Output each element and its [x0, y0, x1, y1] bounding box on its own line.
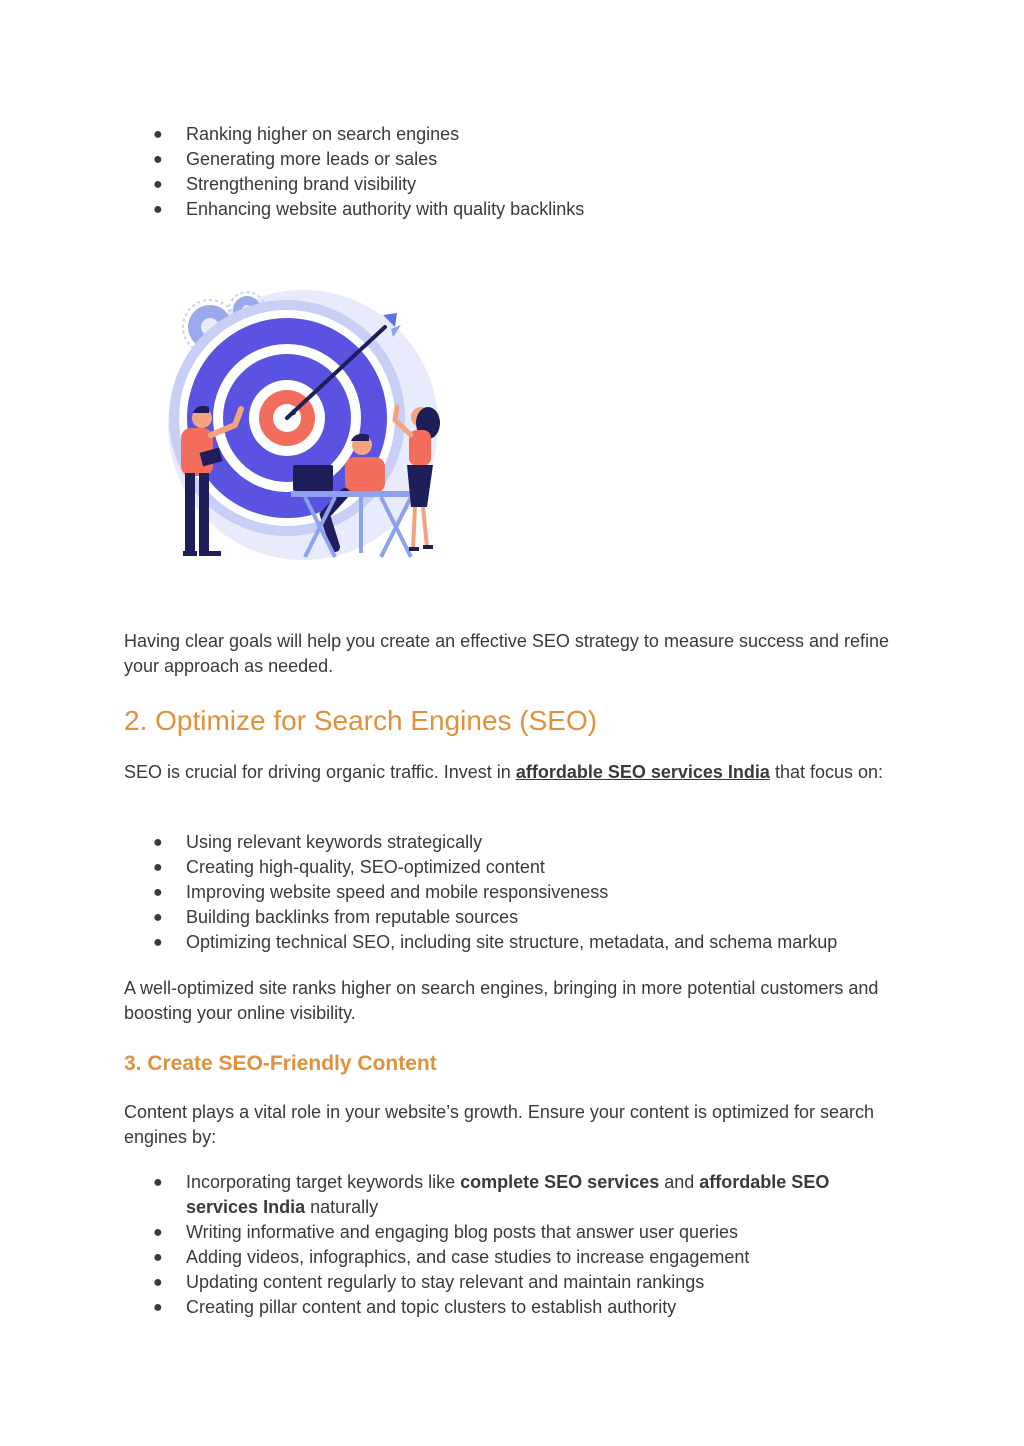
bullet-icon: ●: [153, 201, 163, 218]
bullet-icon: ●: [153, 934, 163, 951]
desk: [291, 491, 417, 497]
list-item: ● Using relevant keywords strategically: [124, 830, 904, 855]
content-list: [124, 1170, 904, 1320]
section-2-intro: SEO is crucial for driving organic traffic. Invest in affordable SEO services India that focus on:: [124, 762, 884, 782]
list-item: ● Ranking higher on search engines: [124, 122, 904, 147]
goals-list: [124, 122, 904, 222]
bullet-icon: ●: [153, 834, 163, 851]
list-item: ● Building backlinks from reputable sources: [124, 905, 904, 930]
laptop-icon: [293, 465, 333, 491]
bullet-icon: ●: [153, 1274, 163, 1291]
goals-paragraph: Having clear goals will help you create an effective SEO strategy to measure success and refine your approach as needed.: [124, 631, 890, 676]
target-illustration: [165, 285, 450, 570]
bullet-icon: ●: [153, 909, 163, 926]
list-item: ● Generating more leads or sales: [124, 147, 904, 172]
seo-focus-list: [124, 830, 904, 955]
list-item: ● Incorporating target keywords like complete SEO services and affordable SEO services India naturally: [153, 1172, 830, 1217]
affordable-seo-services-link[interactable]: affordable SEO services India: [515, 762, 770, 782]
list-item: ● Enhancing website authority with quality backlinks: [124, 197, 904, 222]
bullet-icon: ●: [153, 151, 163, 168]
list-item: ● Optimizing technical SEO, including site structure, metadata, and schema markup: [124, 930, 904, 955]
bullet-icon: ●: [153, 1249, 163, 1266]
bullet-icon: ●: [153, 1174, 163, 1191]
bullet-icon: ●: [153, 859, 163, 876]
bullet-icon: ●: [153, 176, 163, 193]
list-item: ● Adding videos, infographics, and case studies to increase engagement: [124, 1245, 904, 1270]
list-item: ● Updating content regularly to stay relevant and maintain rankings: [124, 1270, 904, 1295]
bullet-icon: ●: [153, 126, 163, 143]
section-3-intro: Content plays a vital role in your website’s growth. Ensure your content is optimized for search engines by:: [124, 1102, 875, 1147]
list-item: ● Creating high-quality, SEO-optimized content: [124, 855, 904, 880]
section-3-heading: 3. Create SEO-Friendly Content: [124, 1052, 437, 1075]
section-2-heading: 2. Optimize for Search Engines (SEO): [124, 705, 598, 736]
bullet-icon: ●: [153, 1224, 163, 1241]
list-item: ● Writing informative and engaging blog posts that answer user queries: [124, 1220, 904, 1245]
list-item: ● Creating pillar content and topic clusters to establish authority: [124, 1295, 904, 1320]
bullet-icon: ●: [153, 884, 163, 901]
bullet-icon: ●: [153, 1299, 163, 1316]
section-2-closing: A well-optimized site ranks higher on search engines, bringing in more potential customers and boosting your online visibility.: [124, 978, 879, 1023]
list-item: ● Improving website speed and mobile responsiveness: [124, 880, 904, 905]
list-item: ● Strengthening brand visibility: [124, 172, 904, 197]
